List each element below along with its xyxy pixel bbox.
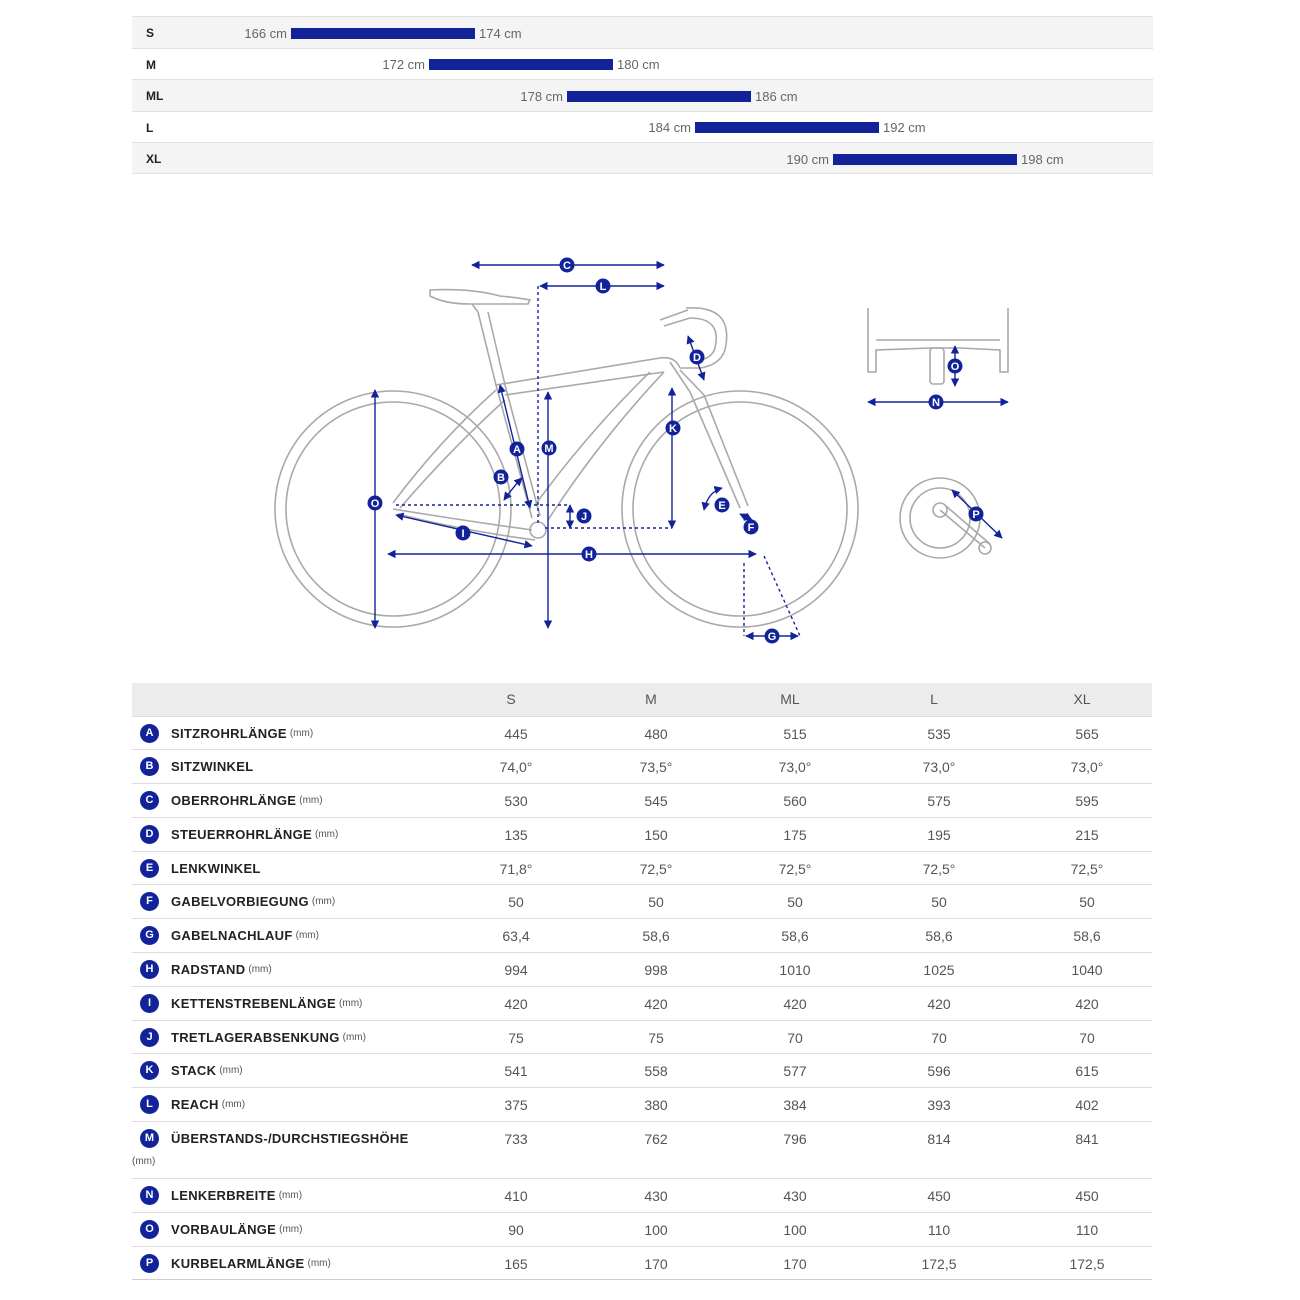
value-cell: 393 — [856, 1088, 1012, 1122]
parameter-letter-badge: K — [140, 1061, 159, 1080]
height-range-bar — [291, 28, 475, 39]
svg-text:D: D — [693, 352, 701, 364]
value-cell: 402 — [1012, 1088, 1152, 1122]
value-cell: 480 — [578, 716, 724, 750]
parameter-cell — [132, 885, 444, 919]
rider-height-size-chart — [132, 16, 1153, 174]
parameter-unit: (mm) — [278, 1190, 303, 1202]
value-cell: 450 — [856, 1179, 1012, 1213]
parameter-name: OBERROHRLÄNGE — [171, 793, 297, 809]
size-label: L — [146, 120, 154, 135]
value-cell: 73,0° — [856, 750, 1012, 784]
parameter-cell — [132, 784, 444, 818]
parameter-unit: (mm) — [339, 997, 363, 1009]
svg-text:H: H — [585, 549, 593, 561]
parameter-letter-badge: C — [140, 791, 159, 810]
value-cell: 75 — [444, 1020, 578, 1054]
parameter-unit: (mm) — [307, 1257, 331, 1269]
value-cell: 73,5° — [578, 750, 724, 784]
parameter-name: SITZWINKEL — [171, 759, 254, 775]
value-cell: 170 — [724, 1246, 856, 1280]
badge-p — [969, 507, 984, 522]
value-cell: 410 — [444, 1179, 578, 1213]
height-min: 184 cm — [648, 120, 691, 135]
parameter-name: TRETLAGERABSENKUNG — [171, 1029, 340, 1045]
value-cell: 58,6 — [856, 919, 1012, 953]
svg-text:F: F — [747, 522, 755, 534]
diagram-badges — [368, 258, 984, 644]
value-cell: 375 — [444, 1088, 578, 1122]
value-cell: 420 — [578, 986, 724, 1020]
height-max: 186 cm — [755, 88, 798, 104]
value-cell: 575 — [856, 784, 1012, 818]
table-row — [132, 1020, 1152, 1054]
value-cell: 72,5° — [578, 851, 724, 885]
table-row — [132, 953, 1152, 987]
value-cell: 58,6 — [578, 919, 724, 953]
table-row — [132, 1179, 1152, 1213]
parameter-unit: (mm) — [279, 1223, 303, 1235]
badge-j — [577, 509, 592, 524]
height-max: 174 cm — [479, 25, 522, 41]
parameter-letter-badge: H — [140, 960, 159, 979]
value-cell: 150 — [578, 817, 724, 851]
value-cell: 90 — [444, 1212, 578, 1246]
value-cell: 420 — [1012, 986, 1152, 1020]
parameter-name: ÜBERSTANDS-/DURCHSTIEGSHÖHE — [171, 1131, 409, 1147]
value-cell: 384 — [724, 1088, 856, 1122]
header-size: L — [856, 683, 1012, 716]
table-row — [132, 1212, 1152, 1246]
size-row-s — [132, 16, 1153, 48]
parameter-letter-badge: P — [140, 1254, 159, 1273]
svg-text:E: E — [718, 500, 726, 512]
value-cell: 814 — [856, 1122, 1012, 1179]
height-range-bar — [833, 154, 1017, 165]
parameter-cell — [132, 750, 444, 784]
size-row-ml — [132, 79, 1153, 111]
value-cell: 762 — [578, 1122, 724, 1179]
value-cell: 58,6 — [724, 919, 856, 953]
parameter-cell — [132, 716, 444, 750]
parameter-unit: (mm) — [289, 727, 314, 739]
value-cell: 545 — [578, 784, 724, 818]
table-row — [132, 885, 1152, 919]
parameter-cell — [132, 851, 444, 885]
value-cell: 70 — [724, 1020, 856, 1054]
value-cell: 100 — [578, 1212, 724, 1246]
value-cell: 172,5 — [856, 1246, 1012, 1280]
table-row — [132, 919, 1152, 953]
height-range — [635, 122, 926, 134]
table-row — [132, 1054, 1152, 1088]
value-cell: 70 — [856, 1020, 1012, 1054]
height-min: 172 cm — [382, 57, 425, 72]
parameter-cell — [132, 1179, 444, 1213]
value-cell: 530 — [444, 784, 578, 818]
table-row — [132, 1246, 1152, 1280]
badge-c — [560, 258, 575, 273]
badge-e — [715, 498, 730, 513]
value-cell: 50 — [1012, 885, 1152, 919]
header-size: ML — [724, 683, 856, 716]
value-cell: 170 — [578, 1246, 724, 1280]
value-cell: 75 — [578, 1020, 724, 1054]
svg-text:O: O — [950, 361, 960, 373]
parameter-cell — [132, 986, 444, 1020]
bike-geometry-diagram — [260, 240, 1040, 660]
parameter-letter-badge: F — [140, 892, 159, 911]
value-cell: 175 — [724, 817, 856, 851]
parameter-cell — [132, 1246, 444, 1280]
value-cell: 72,5° — [1012, 851, 1152, 885]
badge-m — [542, 441, 557, 456]
size-label: S — [146, 26, 155, 40]
value-cell: 72,5° — [856, 851, 1012, 885]
parameter-name: RADSTAND — [171, 962, 246, 978]
value-cell: 595 — [1012, 784, 1152, 818]
table-body — [132, 716, 1152, 1280]
height-min: 190 cm — [786, 151, 829, 167]
parameter-unit: (mm) — [221, 1099, 246, 1111]
svg-text:O: O — [370, 498, 380, 510]
badge-d — [690, 350, 705, 365]
height-max: 180 cm — [617, 57, 660, 72]
height-range-bar — [695, 122, 879, 133]
height-max: 198 cm — [1021, 151, 1064, 167]
table-row — [132, 1122, 1152, 1179]
value-cell: 195 — [856, 817, 1012, 851]
height-range — [231, 27, 522, 39]
value-cell: 73,0° — [1012, 750, 1152, 784]
badge-b — [494, 470, 509, 485]
parameter-name: STEUERROHRLÄNGE — [171, 826, 313, 842]
value-cell: 71,8° — [444, 851, 578, 885]
height-min: 178 cm — [520, 88, 563, 104]
parameter-letter-badge: J — [140, 1028, 159, 1047]
parameter-cell — [132, 953, 444, 987]
parameter-cell — [132, 1212, 444, 1246]
header-size: XL — [1012, 683, 1152, 716]
value-cell: 560 — [724, 784, 856, 818]
svg-text:P: P — [972, 509, 980, 521]
table-row — [132, 851, 1152, 885]
badge-g — [765, 629, 780, 644]
value-cell: 58,6 — [1012, 919, 1152, 953]
badge-f — [744, 520, 759, 535]
header-blank — [132, 683, 444, 716]
value-cell: 172,5 — [1012, 1246, 1152, 1280]
svg-text:A: A — [513, 444, 521, 456]
geometry-table — [132, 683, 1152, 1280]
parameter-name: KURBELARMLÄNGE — [171, 1255, 305, 1271]
parameter-letter-badge: A — [140, 724, 159, 743]
value-cell: 215 — [1012, 817, 1152, 851]
badge-i — [456, 526, 471, 541]
parameter-cell — [132, 919, 444, 953]
parameter-name: VORBAULÄNGE — [171, 1221, 277, 1237]
size-row-m — [132, 48, 1153, 80]
parameter-name: GABELVORBIEGUNG — [171, 894, 309, 910]
table-row — [132, 817, 1152, 851]
value-cell: 541 — [444, 1054, 578, 1088]
value-cell: 535 — [856, 716, 1012, 750]
parameter-unit: (mm) — [132, 1156, 156, 1168]
measurement-lines — [375, 265, 1008, 636]
height-max: 192 cm — [883, 120, 926, 135]
value-cell: 450 — [1012, 1179, 1152, 1213]
height-min: 166 cm — [244, 25, 287, 41]
parameter-name: GABELNACHLAUF — [171, 928, 293, 944]
parameter-unit: (mm) — [248, 964, 272, 976]
value-cell: 135 — [444, 817, 578, 851]
parameter-cell — [132, 817, 444, 851]
height-range-bar — [429, 59, 613, 70]
parameter-unit: (mm) — [342, 1031, 366, 1043]
value-cell: 420 — [724, 986, 856, 1020]
value-cell: 841 — [1012, 1122, 1152, 1179]
value-cell: 110 — [1012, 1212, 1152, 1246]
badge-k — [666, 421, 681, 436]
badge-h — [582, 547, 597, 562]
parameter-cell — [132, 1088, 444, 1122]
parameter-unit: (mm) — [315, 828, 339, 840]
size-label: XL — [146, 152, 162, 166]
value-cell: 420 — [444, 986, 578, 1020]
parameter-cell — [132, 1054, 444, 1088]
svg-text:J: J — [580, 511, 588, 523]
height-range — [507, 90, 798, 102]
value-cell: 596 — [856, 1054, 1012, 1088]
badge-o-stem — [948, 359, 963, 374]
parameter-name: SITZROHRLÄNGE — [171, 725, 287, 741]
table-row — [132, 784, 1152, 818]
svg-text:I: I — [461, 528, 465, 540]
parameter-name: LENKWINKEL — [171, 860, 261, 876]
svg-text:N: N — [932, 397, 940, 409]
table-header-row — [132, 683, 1152, 716]
table-row — [132, 750, 1152, 784]
table-row — [132, 986, 1152, 1020]
parameter-letter-badge: N — [140, 1186, 159, 1205]
table-row — [132, 1088, 1152, 1122]
value-cell: 420 — [856, 986, 1012, 1020]
parameter-letter-badge: M — [140, 1129, 159, 1148]
svg-text:C: C — [563, 260, 571, 272]
parameter-letter-badge: E — [140, 859, 159, 878]
svg-text:B: B — [497, 472, 505, 484]
bike-outline — [275, 290, 1008, 627]
header-size: S — [444, 683, 578, 716]
size-label: M — [146, 57, 156, 72]
parameter-letter-badge: B — [140, 757, 159, 776]
value-cell: 994 — [444, 953, 578, 987]
value-cell: 558 — [578, 1054, 724, 1088]
value-cell: 430 — [724, 1179, 856, 1213]
value-cell: 796 — [724, 1122, 856, 1179]
badge-o-wheel — [368, 496, 383, 511]
parameter-letter-badge: G — [140, 926, 159, 945]
value-cell: 100 — [724, 1212, 856, 1246]
svg-text:G: G — [767, 631, 777, 643]
size-label: ML — [146, 89, 164, 103]
value-cell: 445 — [444, 716, 578, 750]
value-cell: 70 — [1012, 1020, 1152, 1054]
parameter-unit: (mm) — [219, 1065, 243, 1077]
parameter-letter-badge: D — [140, 825, 159, 844]
badge-n — [929, 395, 944, 410]
height-range-bar — [567, 91, 751, 102]
value-cell: 577 — [724, 1054, 856, 1088]
size-row-xl — [132, 142, 1153, 174]
badge-l — [596, 279, 611, 294]
size-row-l — [132, 111, 1153, 143]
value-cell: 72,5° — [724, 851, 856, 885]
value-cell: 515 — [724, 716, 856, 750]
value-cell: 998 — [578, 953, 724, 987]
parameter-name: LENKERBREITE — [171, 1188, 276, 1204]
value-cell: 63,4 — [444, 919, 578, 953]
height-range — [369, 59, 660, 71]
value-cell: 74,0° — [444, 750, 578, 784]
value-cell: 430 — [578, 1179, 724, 1213]
value-cell: 50 — [856, 885, 1012, 919]
header-size: M — [578, 683, 724, 716]
value-cell: 50 — [724, 885, 856, 919]
value-cell: 565 — [1012, 716, 1152, 750]
value-cell: 110 — [856, 1212, 1012, 1246]
value-cell: 50 — [444, 885, 578, 919]
parameter-unit: (mm) — [311, 896, 336, 908]
parameter-unit: (mm) — [295, 930, 319, 942]
parameter-unit: (mm) — [299, 795, 323, 807]
height-range — [773, 153, 1064, 165]
value-cell: 73,0° — [724, 750, 856, 784]
parameter-letter-badge: O — [140, 1220, 159, 1239]
badge-a — [510, 442, 525, 457]
value-cell: 733 — [444, 1122, 578, 1179]
parameter-letter-badge: I — [140, 994, 159, 1013]
table-row — [132, 716, 1152, 750]
parameter-cell — [132, 1122, 444, 1179]
value-cell: 615 — [1012, 1054, 1152, 1088]
parameter-name: KETTENSTREBENLÄNGE — [171, 995, 337, 1011]
value-cell: 1025 — [856, 953, 1012, 987]
svg-text:M: M — [544, 443, 554, 455]
value-cell: 1040 — [1012, 953, 1152, 987]
parameter-name: REACH — [171, 1097, 219, 1113]
parameter-letter-badge: L — [140, 1095, 159, 1114]
value-cell: 50 — [578, 885, 724, 919]
parameter-name: STACK — [171, 1063, 217, 1079]
parameter-cell — [132, 1020, 444, 1054]
value-cell: 165 — [444, 1246, 578, 1280]
value-cell: 1010 — [724, 953, 856, 987]
svg-text:K: K — [669, 423, 677, 435]
svg-text:L: L — [599, 281, 607, 293]
value-cell: 380 — [578, 1088, 724, 1122]
